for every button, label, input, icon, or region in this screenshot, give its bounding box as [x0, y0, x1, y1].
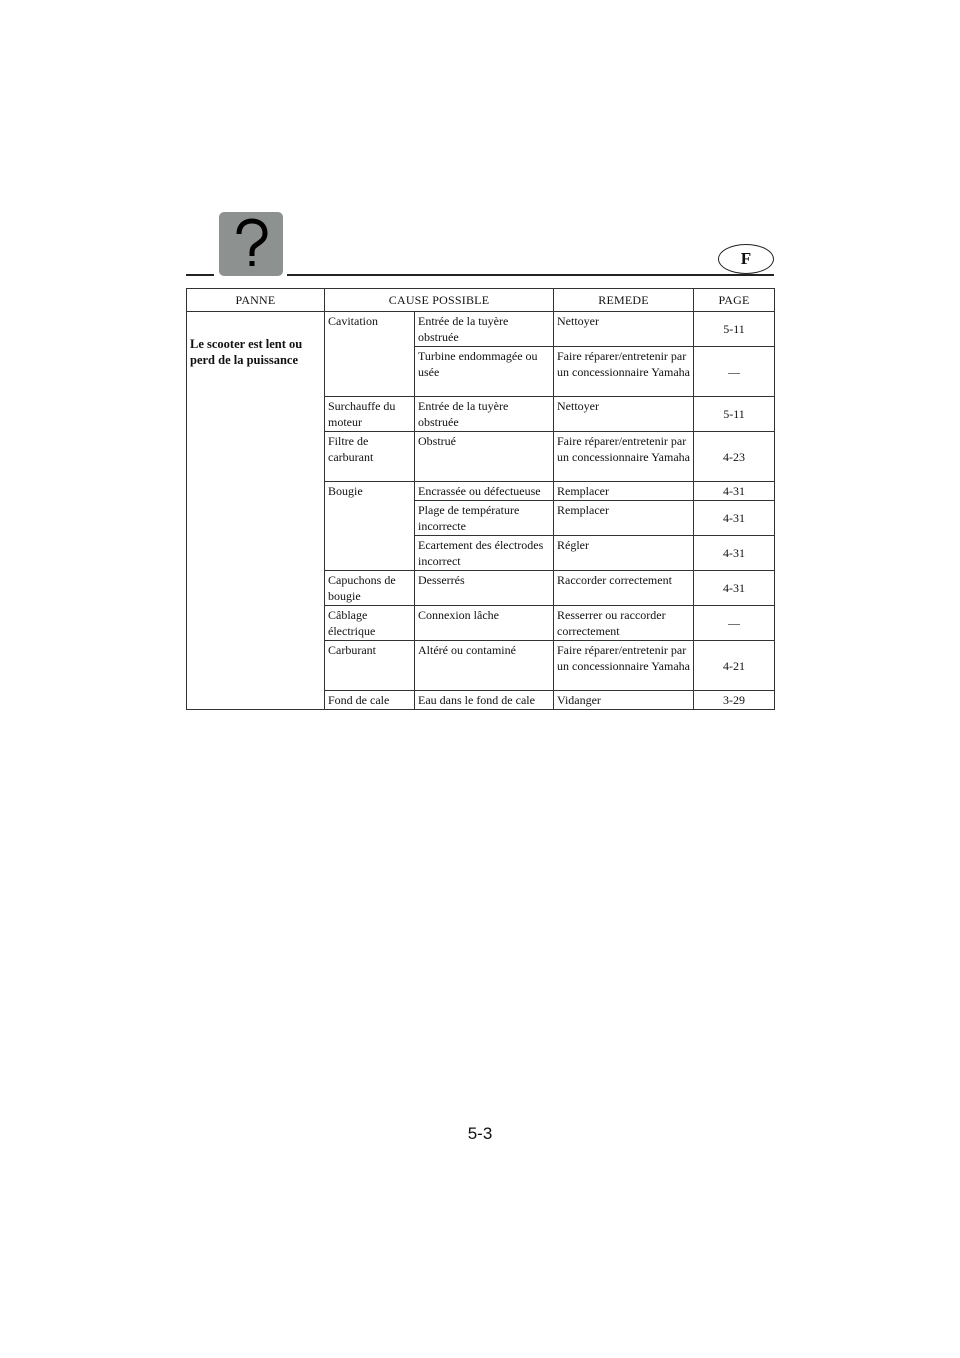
- detail-cell: Entrée de la tuyère obstruée: [415, 397, 554, 432]
- remede-cell: Resserrer ou raccorder correctement: [554, 606, 694, 641]
- section-badge: [718, 244, 774, 274]
- cause-cell: Fond de cale: [325, 691, 415, 710]
- detail-cell: Eau dans le fond de cale: [415, 691, 554, 710]
- detail-cell: Entrée de la tuyère obstruée: [415, 312, 554, 347]
- header-rule-right: [287, 274, 774, 276]
- page-cell: 4-21: [694, 641, 775, 691]
- remede-cell: Remplacer: [554, 482, 694, 501]
- page-cell: 4-31: [694, 571, 775, 606]
- page-cell: 5-11: [694, 397, 775, 432]
- detail-cell: Connexion lâche: [415, 606, 554, 641]
- column-header-panne: PANNE: [187, 289, 325, 312]
- panne-cell: Le scooter est lent ou perd de la puissance: [187, 312, 325, 710]
- page-cell: 3-29: [694, 691, 775, 710]
- header-rule-left: [186, 274, 214, 276]
- page-cell: —: [694, 606, 775, 641]
- detail-cell: Altéré ou contaminé: [415, 641, 554, 691]
- remede-cell: Régler: [554, 536, 694, 571]
- detail-cell: Plage de température incorrecte: [415, 501, 554, 536]
- section-letter: F: [740, 249, 752, 268]
- cause-cell: Bougie: [325, 482, 415, 571]
- table-header-row: [187, 289, 775, 312]
- table-row: [187, 312, 775, 347]
- remede-cell: Faire réparer/entretenir par un concessionnaire Yamaha: [554, 347, 694, 397]
- detail-cell: Desserrés: [415, 571, 554, 606]
- cause-cell: Carburant: [325, 641, 415, 691]
- page-number: 5-3: [467, 1124, 493, 1143]
- remede-cell: Nettoyer: [554, 312, 694, 347]
- column-header-cause: CAUSE POSSIBLE: [325, 289, 554, 312]
- remede-cell: Faire réparer/entretenir par un concessionnaire Yamaha: [554, 641, 694, 691]
- page-cell: 4-31: [694, 482, 775, 501]
- page-cell: 4-23: [694, 432, 775, 482]
- cause-cell: Capuchons de bougie: [325, 571, 415, 606]
- detail-cell: Obstrué: [415, 432, 554, 482]
- cause-cell: Surchauffe du moteur: [325, 397, 415, 432]
- troubleshooting-table: [186, 288, 775, 710]
- remede-cell: Raccorder correctement: [554, 571, 694, 606]
- column-header-remede: REMEDE: [554, 289, 694, 312]
- column-header-page: PAGE: [694, 289, 775, 312]
- cause-cell: Câblage électrique: [325, 606, 415, 641]
- detail-cell: Encrassée ou défectueuse: [415, 482, 554, 501]
- remede-cell: Nettoyer: [554, 397, 694, 432]
- detail-cell: Turbine endommagée ou usée: [415, 347, 554, 397]
- cause-cell: Cavitation: [325, 312, 415, 397]
- question-mark-icon: [219, 212, 283, 276]
- remede-cell: Faire réparer/entretenir par un concessionnaire Yamaha: [554, 432, 694, 482]
- remede-cell: Remplacer: [554, 501, 694, 536]
- page-cell: —: [694, 347, 775, 397]
- page-cell: 4-31: [694, 501, 775, 536]
- remede-cell: Vidanger: [554, 691, 694, 710]
- page-cell: 4-31: [694, 536, 775, 571]
- cause-cell: Filtre de carburant: [325, 432, 415, 482]
- page-cell: 5-11: [694, 312, 775, 347]
- detail-cell: Ecartement des électrodes incorrect: [415, 536, 554, 571]
